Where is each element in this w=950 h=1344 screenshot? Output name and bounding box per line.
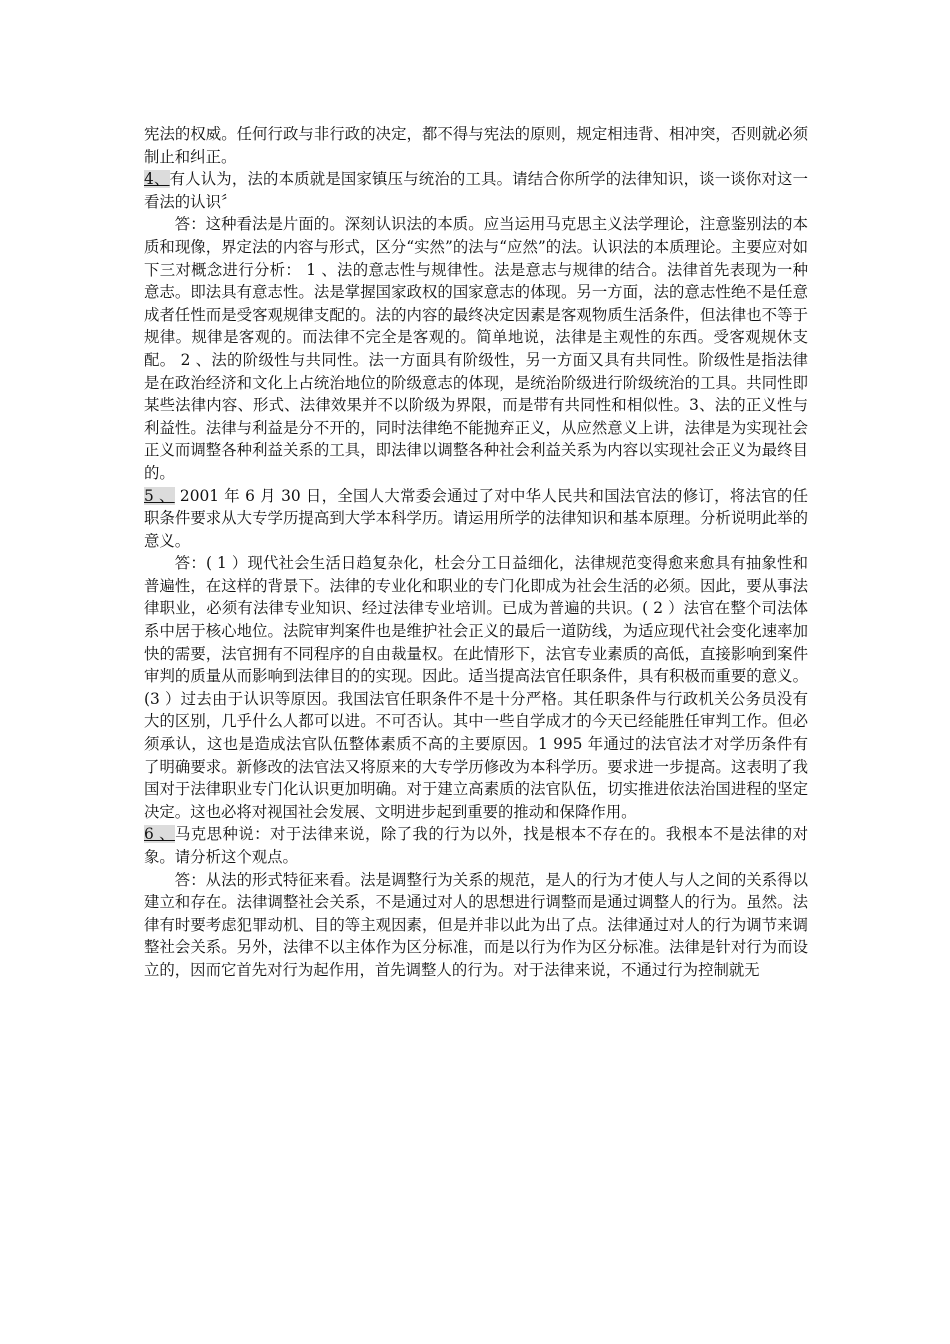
question-6 [144, 823, 808, 868]
question-4 [144, 168, 808, 213]
question-4-number: 4、 [144, 170, 170, 189]
answer-6: 答：从法的形式特征来看。法是调整行为关系的规范，是人的行为才使人与人之间的关系得以建立和存在。法律调整社会关系，不是通过对人的思想进行调整而是通过调整人的行为。虽然。法律有时要考虑犯罪动机、目的等主观因素，但是并非以此为出了点。法律通过对人的行为调节来调整社会关系。另外，法律不以主体作为区分标准，而是以行为作为区分标准。法律是针对行为而设立的，因而它首先对行为起作用，首先调整人的行为。对于法律来说，不通过行为控制就无 [144, 870, 808, 979]
question-5 [144, 485, 808, 553]
question-5-text: 2001 年 6 月 30 日，全国人大常委会通过了对中华人民共和国法官法的修订，将法官的任职条件要求从大专学历提高到大学本科学历。请运用所学的法律知识和基本原理。分析说明此举的意义。 [144, 486, 808, 550]
answer-4: 答：这种看法是片面的。深刻认识法的本质。应当运用马克思主义法学理论，注意鉴别法的本质和现像，界定法的内容与形式，区分“实然”的法与“应然”的法。认识法的本质理论。主要应对如下三对概念进行分析： 1 、法的意志性与规律性。法是意志与规律的结合。法律首先表现为一种意志。即法具有意志性。法是掌握国家政权的国家意志的体现。另一方面，法的意志性绝不是任意成者任性而是受客观规律支配的。法的内容的最终决定因素是客观物质生活条件，但法律也不等于规律。规律是客观的。而法律不完全是客观的。简单地说，法律是主观性的东西。受客观规休支配。 2 、法的阶级性与共同性。法一方面具有阶级性，另一方面又具有共同性。阶级性是指法律是在政治经济和文化上占统治地位的阶级意志的体现，是统治阶级进行阶级统治的工具。共同性即某些法律内容、形式、法律效果并不以阶级为界限，而是带有共同性和相似性。3、法的正义性与利益性。法律与利益是分不开的，同时法律绝不能抛弃正义，从应然意义上讲，法律是为实现社会正义而调整各种利益关系的工具，即法律以调整各种社会利益关系为内容以实现社会正义为最终目的。 [144, 215, 808, 482]
question-6-number: 6 、 [144, 825, 175, 844]
question-4-text: 有人认为，法的本质就是国家镇压与统治的工具。请结合你所学的法律知识，谈一谈你对这一看法的认识〞 [144, 170, 808, 211]
document-page [144, 123, 808, 982]
answer-5: 答：( 1 ）现代社会生活日趋复杂化，杜会分工日益细化，法律规范变得愈来愈具有抽象性和普遍性，在这样的背景下。法律的专业化和职业的专门化即成为社会生活的必须。因此，要从事法律职业，必须有法律专业知识、经过法律专业培训。已成为普遍的共识。( 2 ）法官在整个司法体系中居于核心地位。法院审判案件也是维护社会正义的最后一道防线，为适应现代社会变化速率加快的需要，法官拥有不同程序的自由裁量权。在此情形下，法官专业素质的高低，直接影响到案件审判的质量从而影响到法律目的的实现。因此。适当提高法官任职条件，具有积极而重要的意义。(3 ）过去由于认识等原因。我国法官任职条件不是十分严格。其任职条件与行政机关公务员没有大的区别，几乎什么人都可以进。不可否认。其中一些自学成才的今天已经能胜任审判工作。但必须承认，这也是造成法官队伍整体素质不高的主要原因。1 995 年通过的法官法才对学历条件有了明确要求。新修改的法官法又将原来的大专学历修改为本科学历。要求进一步提高。这表明了我国对于法律职业专门化认识更加明确。对于建立高素质的法官队伍，切实推进依法治国进程的坚定决定。这也必将对视国社会发展、文明进步起到重要的推动和保降作用。 [144, 554, 808, 821]
question-5-number: 5 、 [144, 486, 175, 505]
question-6-text: 马克思种说：对于法律来说，除了我的行为以外，找是根本不存在的。我根本不是法律的对象。请分析这个观点。 [144, 825, 808, 866]
paragraph-continuation: 宪法的权威。任何行政与非行政的决定，都不得与宪法的原则，规定相违背、相冲突，否则就必须制止和纠正。 [144, 125, 808, 166]
